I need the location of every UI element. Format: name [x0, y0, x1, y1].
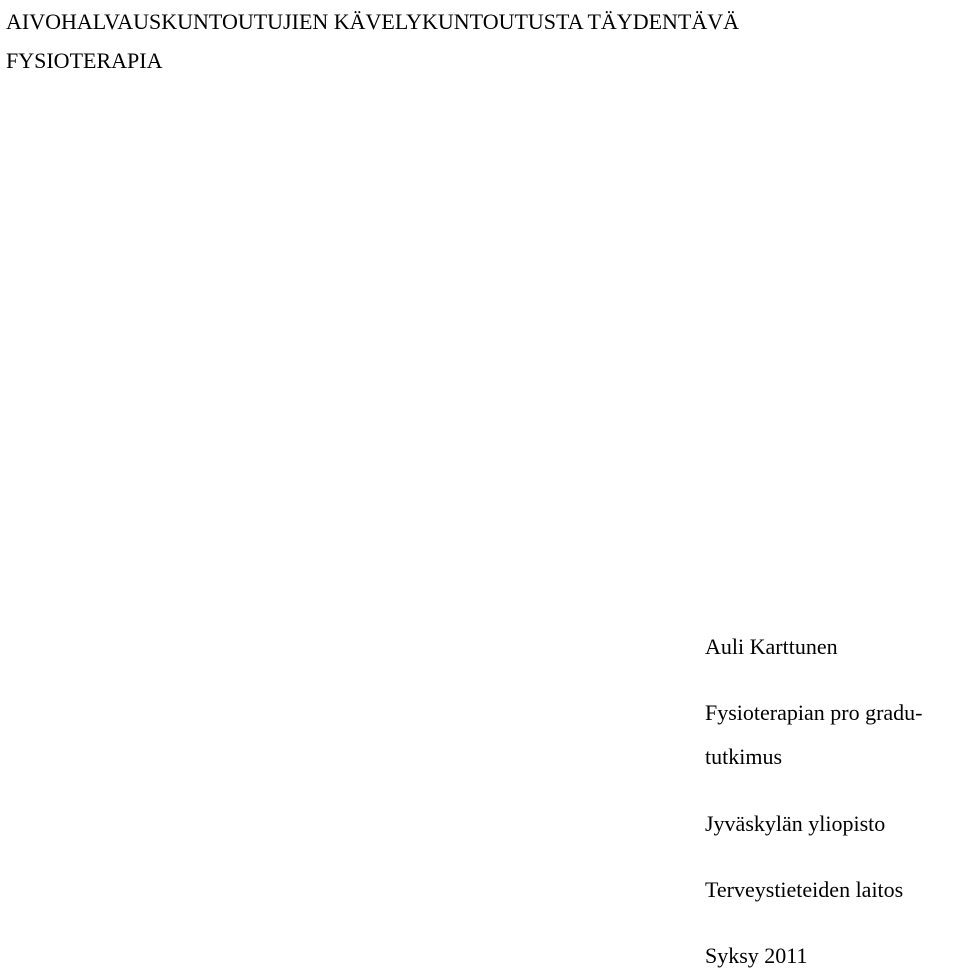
author-name: Auli Karttunen — [705, 634, 838, 659]
department-name: Terveystieteiden laitos — [705, 877, 904, 902]
university-name: Jyväskylän yliopisto — [705, 811, 886, 836]
thesis-type-line-2: tutkimus — [705, 744, 783, 769]
title-line-2: FYSIOTERAPIA — [6, 48, 163, 73]
title-line-1: AIVOHALVAUSKUNTOUTUJIEN KÄVELYKUNTOUTUSTA TÄYDENTÄVÄ — [6, 9, 740, 34]
thesis-type-line-1: Fysioterapian pro gradu- — [705, 700, 923, 725]
document-title — [6, 2, 956, 80]
date: Syksy 2011 — [705, 943, 808, 968]
